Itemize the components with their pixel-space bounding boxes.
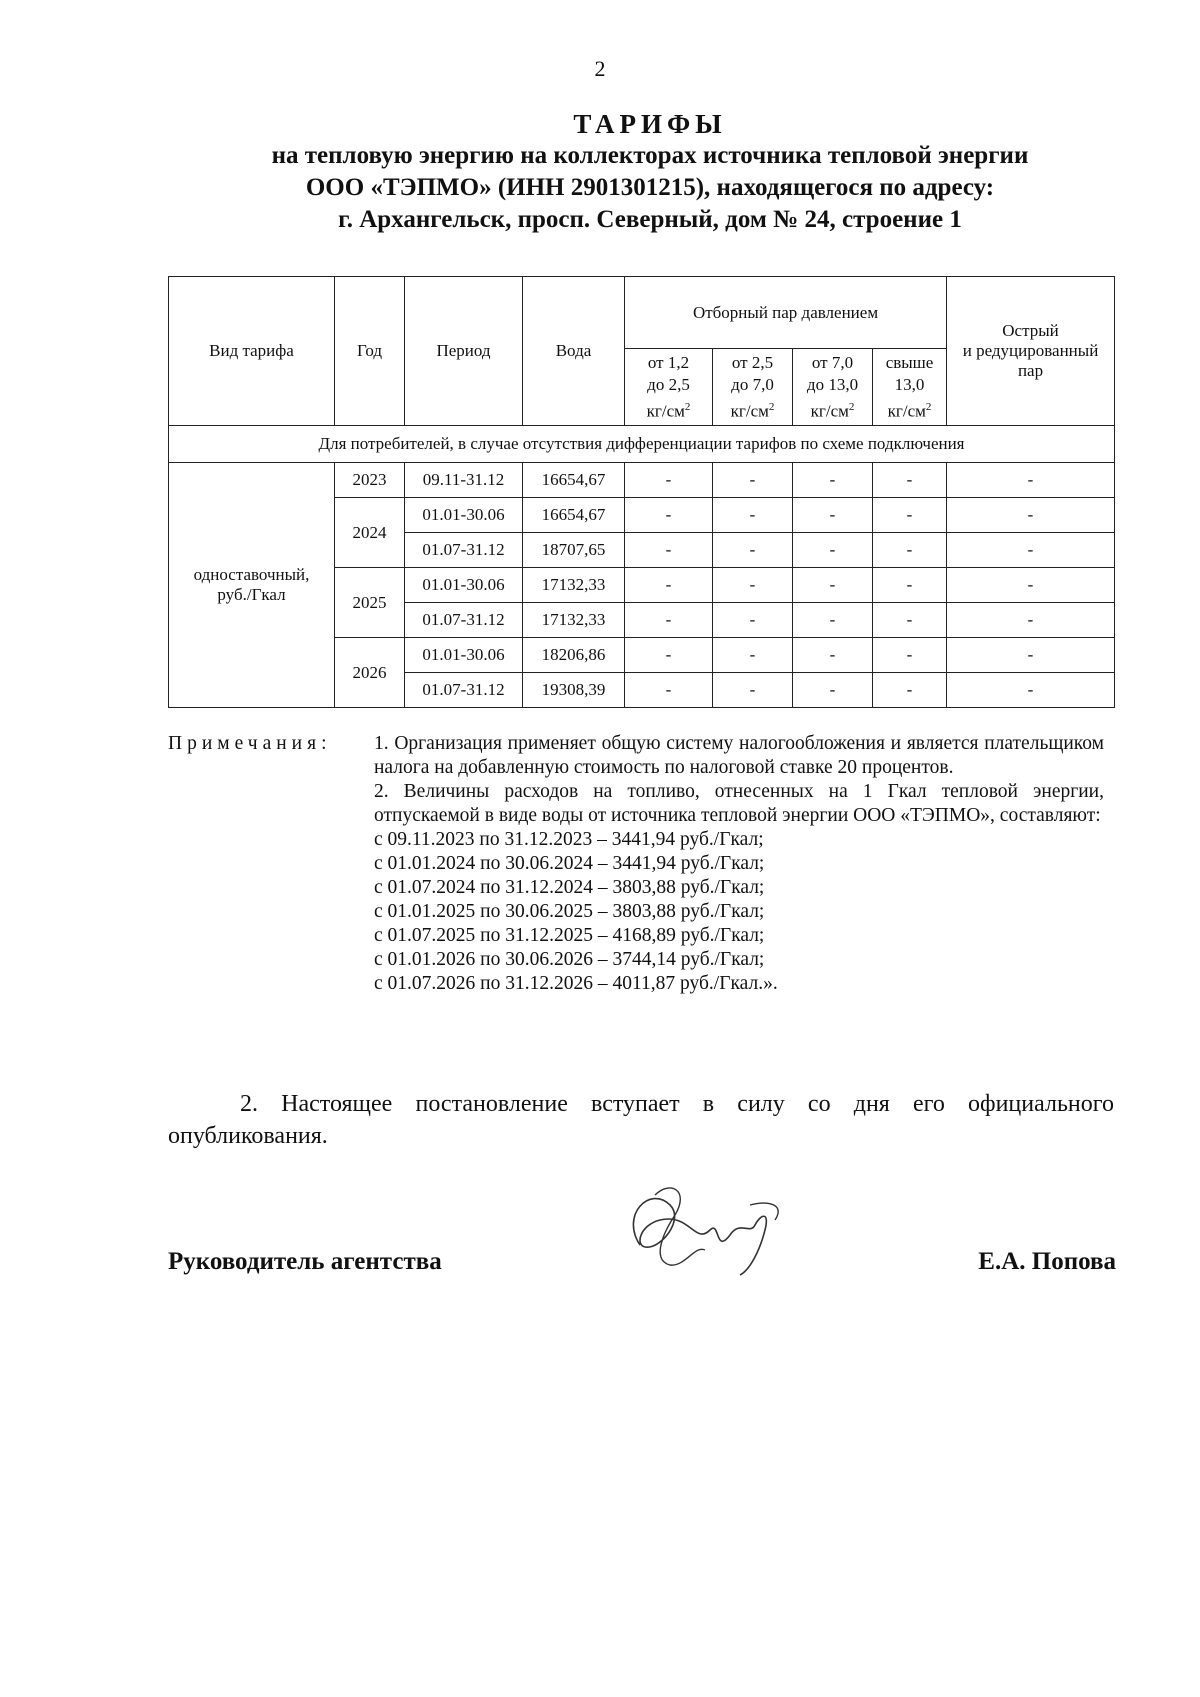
header-steam-col [713,349,793,426]
dash-cell: - [793,568,873,603]
dash-cell: - [713,498,793,533]
header-steam-col [873,349,947,426]
fuel-cost-line: с 01.01.2025 по 30.06.2025 – 3803,88 руб./Гкал; [374,901,765,922]
unit-text: кг/см [887,401,926,421]
year-cell: 2026 [335,638,405,708]
dash-cell: - [625,463,713,498]
period-cell: 01.01-30.06 [405,498,523,533]
steam-col-line2: до 7,0 [731,374,774,394]
dash-cell: - [873,603,947,638]
water-cell: 18707,65 [523,533,625,568]
dash-cell: - [873,673,947,708]
water-cell: 18206,86 [523,638,625,673]
water-cell: 17132,33 [523,603,625,638]
water-cell: 17132,33 [523,568,625,603]
unit-text: кг/см [810,401,849,421]
fuel-cost-line: с 01.07.2024 по 31.12.2024 – 3803,88 руб./Гкал; [374,877,765,898]
unit-text: кг/см [646,401,685,421]
steam-col-line2: до 2,5 [647,374,690,394]
unit-sup: 2 [684,400,691,413]
subtitle-line-1: на тепловую энергию на коллекторах источника тепловой энергии [271,142,1029,169]
title-block [150,108,1150,236]
tariff-label-line2: руб./Гкал [217,585,286,604]
header-sharp-l2: и редуцированный [962,341,1099,360]
fuel-cost-line: с 01.01.2024 по 30.06.2024 – 3441,94 руб./Гкал; [374,853,765,874]
dash-cell: - [793,603,873,638]
signer-name: Е.А. Попова [978,1248,1116,1275]
header-water: Вода [523,277,625,426]
unit-sup: 2 [925,400,932,413]
dash-cell: - [873,533,947,568]
unit-text: кг/см [730,401,769,421]
document-title: ТАРИФЫ [573,109,727,139]
period-cell: 01.01-30.06 [405,568,523,603]
dash-cell: - [793,673,873,708]
period-cell: 01.07-31.12 [405,533,523,568]
fuel-cost-line: с 09.11.2023 по 31.12.2023 – 3441,94 руб./Гкал; [374,829,764,850]
steam-col-line2: 13,0 [894,374,925,394]
header-year: Год [335,277,405,426]
dash-cell: - [625,673,713,708]
steam-col-line1: от 1,2 [647,352,690,372]
header-steam-col [625,349,713,426]
fuel-cost-line: с 01.07.2026 по 31.12.2026 – 4011,87 руб./Гкал.». [374,973,778,994]
dash-cell: - [873,638,947,673]
tariff-table [168,276,1115,708]
tariff-label-line1: одноставочный, [193,565,310,584]
unit-sup: 2 [848,400,855,413]
subtitle-line-3: г. Архангельск, просп. Северный, дом № 24, строение 1 [338,206,962,233]
header-tariff-type: Вид тарифа [169,277,335,426]
notes-label: Примечания: [168,733,332,754]
period-cell: 01.07-31.12 [405,673,523,708]
dash-cell: - [625,638,713,673]
dash-cell: - [713,603,793,638]
signer-title: Руководитель агентства [168,1248,442,1275]
dash-cell: - [873,568,947,603]
header-sharp-l3: пар [1017,361,1044,380]
fuel-cost-line: с 01.01.2026 по 30.06.2026 – 3744,14 руб./Гкал; [374,949,765,970]
water-cell: 19308,39 [523,673,625,708]
year-cell: 2024 [335,498,405,568]
unit-sup: 2 [768,400,775,413]
water-cell: 16654,67 [523,463,625,498]
steam-col-line1: от 7,0 [811,352,854,372]
subtitle-line-2: ООО «ТЭПМО» (ИНН 2901301215), находящегося по адресу: [305,174,995,201]
dash-cell: - [625,533,713,568]
header-steam-col [793,349,873,426]
dash-cell: - [947,603,1115,638]
dash-cell: - [713,568,793,603]
header-sharp-l1: Острый [1002,321,1059,340]
steam-col-line1: свыше [885,352,934,372]
dash-cell: - [793,463,873,498]
resolution-paragraph: 2. Настоящее постановление вступает в силу со дня его официального опубликования. [168,1091,1114,1149]
signature [600,1175,800,1285]
year-cell: 2025 [335,568,405,638]
header-period: Период [405,277,523,426]
steam-col-unit [625,396,712,423]
dash-cell: - [793,533,873,568]
dash-cell: - [793,638,873,673]
dash-cell: - [713,638,793,673]
page-number: 2 [594,56,606,81]
steam-col-line1: от 2,5 [731,352,774,372]
dash-cell: - [625,498,713,533]
notes-body [374,732,1104,996]
header-steam-group: Отборный пар давлением [625,277,947,349]
dash-cell: - [947,463,1115,498]
steam-col-unit [793,396,872,423]
steam-col-unit [873,396,946,423]
note-1: 1. Организация применяет общую систему налогообложения и является плательщиком налога на добавленную стоимость по налоговой ставке 20 процентов. [374,733,1104,778]
dash-cell: - [947,533,1115,568]
tariff-type-cell [169,463,335,708]
year-cell: 2023 [335,463,405,498]
dash-cell: - [625,603,713,638]
dash-cell: - [947,498,1115,533]
dash-cell: - [793,498,873,533]
dash-cell: - [713,533,793,568]
dash-cell: - [947,673,1115,708]
period-cell: 01.07-31.12 [405,603,523,638]
period-cell: 09.11-31.12 [405,463,523,498]
dash-cell: - [873,463,947,498]
steam-col-line2: до 13,0 [806,374,859,394]
steam-col-unit [713,396,792,423]
dash-cell: - [947,568,1115,603]
dash-cell: - [947,638,1115,673]
dash-cell: - [713,673,793,708]
fuel-cost-line: с 01.07.2025 по 31.12.2025 – 4168,89 руб./Гкал; [374,925,765,946]
dash-cell: - [713,463,793,498]
note-2: 2. Величины расходов на топливо, отнесенных на 1 Гкал тепловой энергии, отпускаемой в виде воды от источника тепловой энергии ООО «ТЭПМО», составляют: [374,781,1104,826]
section-heading: Для потребителей, в случае отсутствия дифференциации тарифов по схеме подключения [169,426,1115,463]
header-sharp-steam [947,277,1115,426]
water-cell: 16654,67 [523,498,625,533]
dash-cell: - [873,498,947,533]
dash-cell: - [625,568,713,603]
period-cell: 01.01-30.06 [405,638,523,673]
table-row [169,463,1115,498]
